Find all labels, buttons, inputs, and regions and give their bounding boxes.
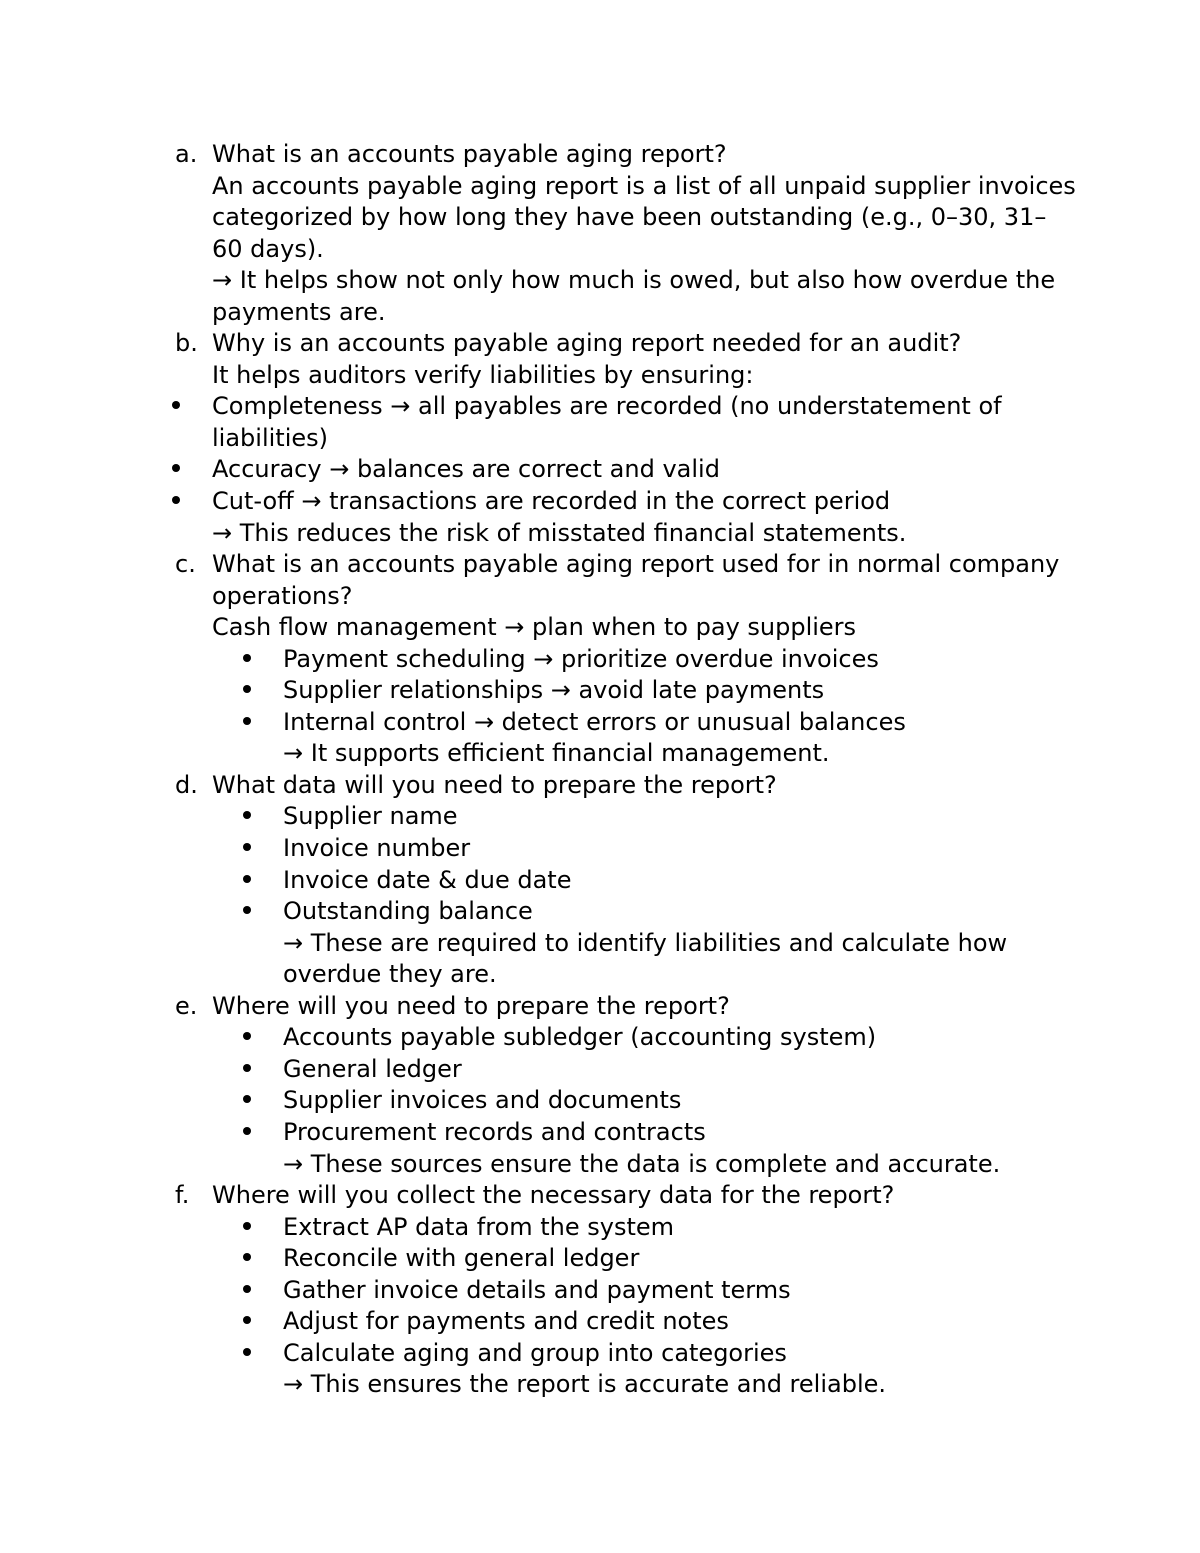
bullet-dot-icon [243,1275,251,1307]
list-letter: b. [175,329,198,358]
bullet-dot-icon [243,1054,251,1086]
text-line [0,265,1200,297]
line-text: → It supports efficient financial management. [283,739,830,768]
line-text: Adjust for payments and credit notes [283,1307,729,1336]
text-line [0,738,1200,770]
line-text: Extract AP data from the system [283,1212,675,1241]
list-letter: a. [175,140,198,168]
bullet-item [0,1117,1200,1149]
line-text: categorized by how long they have been outstanding (e.g., 0–30, 31– [212,203,1047,232]
question-line [0,549,1200,581]
line-text: → It helps show not only how much is owed, but also how overdue the [212,266,1056,295]
text-line [0,297,1200,329]
line-text: Invoice date & due date [283,865,572,894]
question-line [0,770,1200,802]
text-line [0,581,1200,613]
line-text: What is an accounts payable aging report used for in normal company [212,550,1060,579]
bullet-dot-icon [243,1085,251,1117]
text-line [0,423,1200,455]
bullet-item [0,1338,1200,1370]
line-text: What is an accounts payable aging report? [212,140,727,168]
bullet-dot-icon [243,1022,251,1054]
line-text: Accounts payable subledger (accounting system) [283,1023,877,1052]
text-line [0,234,1200,266]
text-line [0,202,1200,234]
bullet-item [0,1275,1200,1307]
bullet-dot-icon [243,896,251,928]
bullet-item [0,896,1200,928]
bullet-item [0,1306,1200,1338]
bullet-dot-icon [243,1243,251,1275]
bullet-dot-icon [243,801,251,833]
text-line [0,360,1200,392]
question-line [0,328,1200,360]
bullet-dot-icon [243,833,251,865]
bullet-item [0,865,1200,897]
list-letter: d. [175,770,198,799]
line-text: Cash flow management → plan when to pay suppliers [212,613,857,642]
line-text: → This ensures the report is accurate and reliable. [283,1370,886,1399]
list-letter: f. [175,1181,190,1210]
line-text: What data will you need to prepare the report? [212,770,777,799]
question-line [0,991,1200,1023]
bullet-dot-icon [243,707,251,739]
bullet-dot-icon [243,1212,251,1244]
line-text: Supplier relationships → avoid late payments [283,676,825,705]
line-text: 60 days). [212,234,324,263]
list-letter: c. [175,550,196,579]
line-text: General ledger [283,1054,462,1083]
text-line [0,171,1200,203]
question-line [0,139,1200,171]
line-text: Where will you collect the necessary data for the report? [212,1181,895,1210]
line-text: operations? [212,581,353,610]
bullet-item [0,707,1200,739]
question-line [0,1180,1200,1212]
line-text: → These sources ensure the data is complete and accurate. [283,1149,1001,1178]
bullet-item [0,1212,1200,1244]
bullet-dot-icon [243,1306,251,1338]
bullet-dot-icon [243,1117,251,1149]
line-text: Internal control → detect errors or unusual balances [283,707,906,736]
line-text: Reconcile with general ledger [283,1244,640,1273]
text-line [0,1369,1200,1401]
line-text: Supplier invoices and documents [283,1086,682,1115]
text-line [0,959,1200,991]
line-text: liabilities) [212,423,328,452]
bullet-item [0,675,1200,707]
line-text: Invoice number [283,834,471,863]
bullet-dot-icon [243,865,251,897]
line-text: payments are. [212,297,386,326]
bullet-item [0,1022,1200,1054]
bullet-dot-icon [172,454,180,486]
line-text: Accuracy → balances are correct and valid [212,455,720,484]
bullet-dot-icon [172,391,180,423]
line-text: Where will you need to prepare the report? [212,991,730,1020]
line-text: → These are required to identify liabilities and calculate how [283,928,1008,957]
bullet-dot-icon [172,486,180,518]
bullet-item [0,1054,1200,1086]
bullet-item [0,1243,1200,1275]
bullet-item [0,391,1200,423]
bullet-item [0,833,1200,865]
line-text: Gather invoice details and payment terms [283,1275,791,1304]
line-text: It helps auditors verify liabilities by ensuring: [212,360,754,389]
line-text: Payment scheduling → prioritize overdue invoices [283,644,879,673]
line-text: Cut-off → transactions are recorded in the correct period [212,487,891,516]
text-line [0,518,1200,550]
bullet-item [0,1085,1200,1117]
text-line [0,928,1200,960]
line-text: → This reduces the risk of misstated financial statements. [212,518,907,547]
bullet-item [0,454,1200,486]
line-text: Completeness → all payables are recorded (no understatement of [212,392,1002,421]
bullet-item [0,644,1200,676]
bullet-dot-icon [243,675,251,707]
line-text: overdue they are. [283,960,497,989]
document-body [0,139,1200,1401]
line-text: Supplier name [283,802,458,831]
list-letter: e. [175,991,198,1020]
line-text: Procurement records and contracts [283,1117,706,1146]
bullet-item [0,486,1200,518]
bullet-dot-icon [243,644,251,676]
line-text: Why is an accounts payable aging report needed for an audit? [212,329,962,358]
text-line [0,1149,1200,1181]
line-text: Calculate aging and group into categories [283,1338,787,1367]
bullet-dot-icon [243,1338,251,1370]
line-text: Outstanding balance [283,897,533,926]
text-line [0,612,1200,644]
bullet-item [0,801,1200,833]
line-text: An accounts payable aging report is a list of all unpaid supplier invoices [212,171,1076,200]
